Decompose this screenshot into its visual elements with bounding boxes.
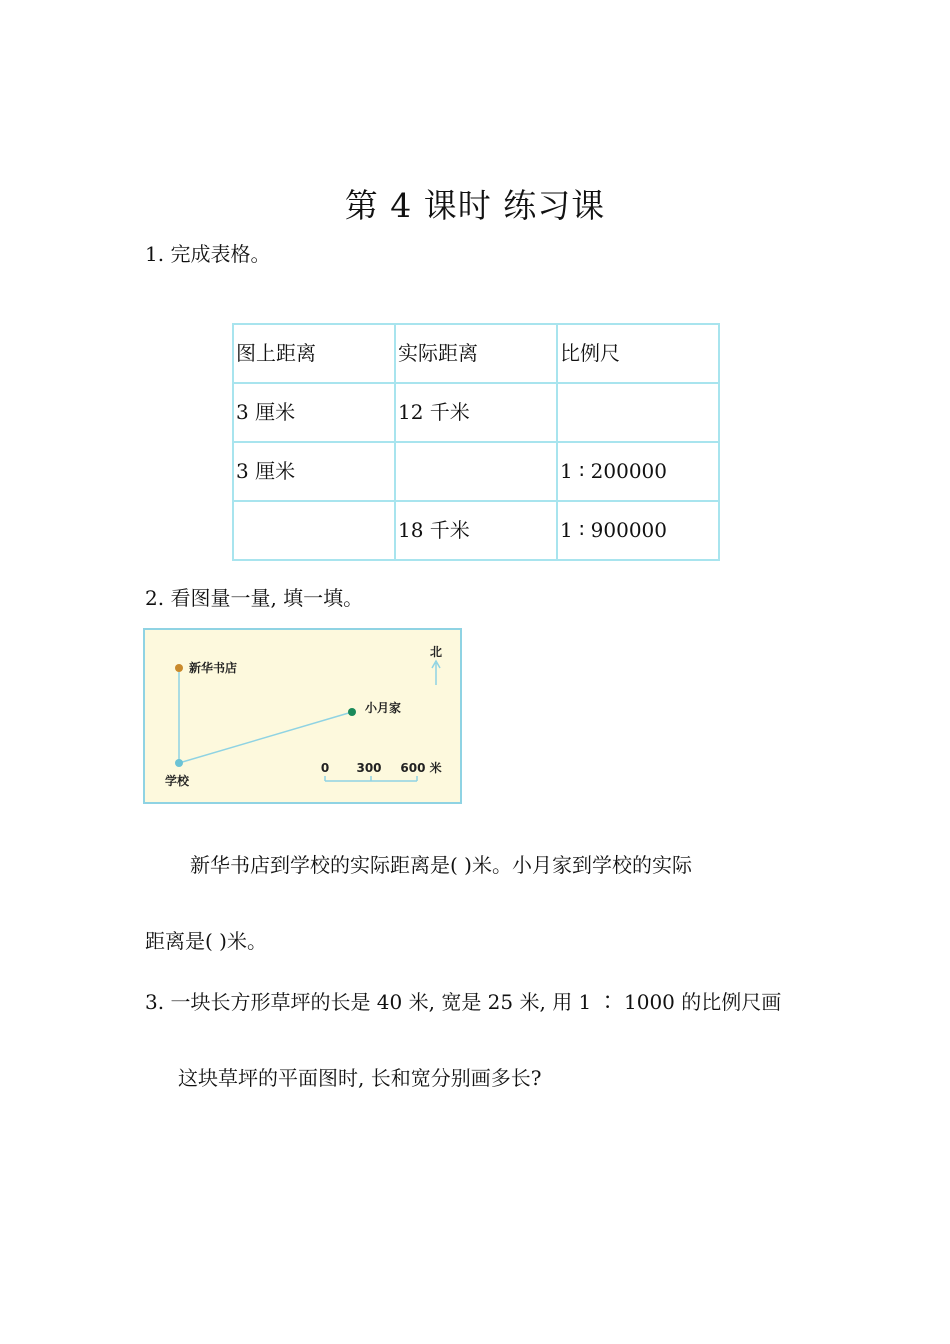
scale-tick-0: 0 <box>320 761 330 775</box>
north-arrow-icon <box>432 661 440 685</box>
table-cell: 1 ∶ 200000 <box>557 442 719 501</box>
table-cell: 1 ∶ 900000 <box>557 501 719 560</box>
table-cell: 3 厘米 <box>233 442 395 501</box>
question-2-text-2: 距离是( )米。 <box>145 929 267 953</box>
scale-tick-600: 600 米 <box>400 761 442 775</box>
table-header-row <box>233 324 719 383</box>
school-label: 学校 <box>165 774 190 788</box>
table-cell: 12 千米 <box>395 383 557 442</box>
home-school-line <box>179 712 352 763</box>
scale-bar <box>325 776 417 781</box>
table-cell-blank[interactable] <box>395 442 557 501</box>
table-cell: 18 千米 <box>395 501 557 560</box>
question-2-text-1: 新华书店到学校的实际距离是( )米。小月家到学校的实际 <box>190 853 692 877</box>
header-scale: 比例尺 <box>557 324 719 383</box>
table-cell-blank[interactable] <box>557 383 719 442</box>
home-dot <box>348 708 356 716</box>
bookstore-dot <box>175 664 183 672</box>
north-label: 北 <box>430 645 443 659</box>
question-1-label: 1. 完成表格。 <box>145 242 271 266</box>
table-cell: 3 厘米 <box>233 383 395 442</box>
page-title: 第 4 课时 练习课 <box>344 186 606 225</box>
bookstore-label: 新华书店 <box>189 661 238 675</box>
table-cell-blank[interactable] <box>233 501 395 560</box>
question-3-text-2: 这块草坪的平面图时, 长和宽分别画多长? <box>178 1066 542 1090</box>
question-2-label: 2. 看图量一量, 填一填。 <box>145 586 364 610</box>
home-label: 小月家 <box>365 701 402 715</box>
header-actual-distance: 实际距离 <box>395 324 557 383</box>
header-map-distance: 图上距离 <box>233 324 395 383</box>
school-dot <box>175 759 183 767</box>
map-figure <box>143 628 462 804</box>
question-3-text-1: 3. 一块长方形草坪的长是 40 米, 宽是 25 米, 用 1 ∶ 1000 的比例尺画 <box>145 990 782 1014</box>
map-drawing <box>145 630 464 806</box>
table-row <box>233 383 719 442</box>
table-row <box>233 442 719 501</box>
table-row <box>233 501 719 560</box>
scale-tick-300: 300 <box>356 761 382 775</box>
scale-table <box>232 323 720 561</box>
